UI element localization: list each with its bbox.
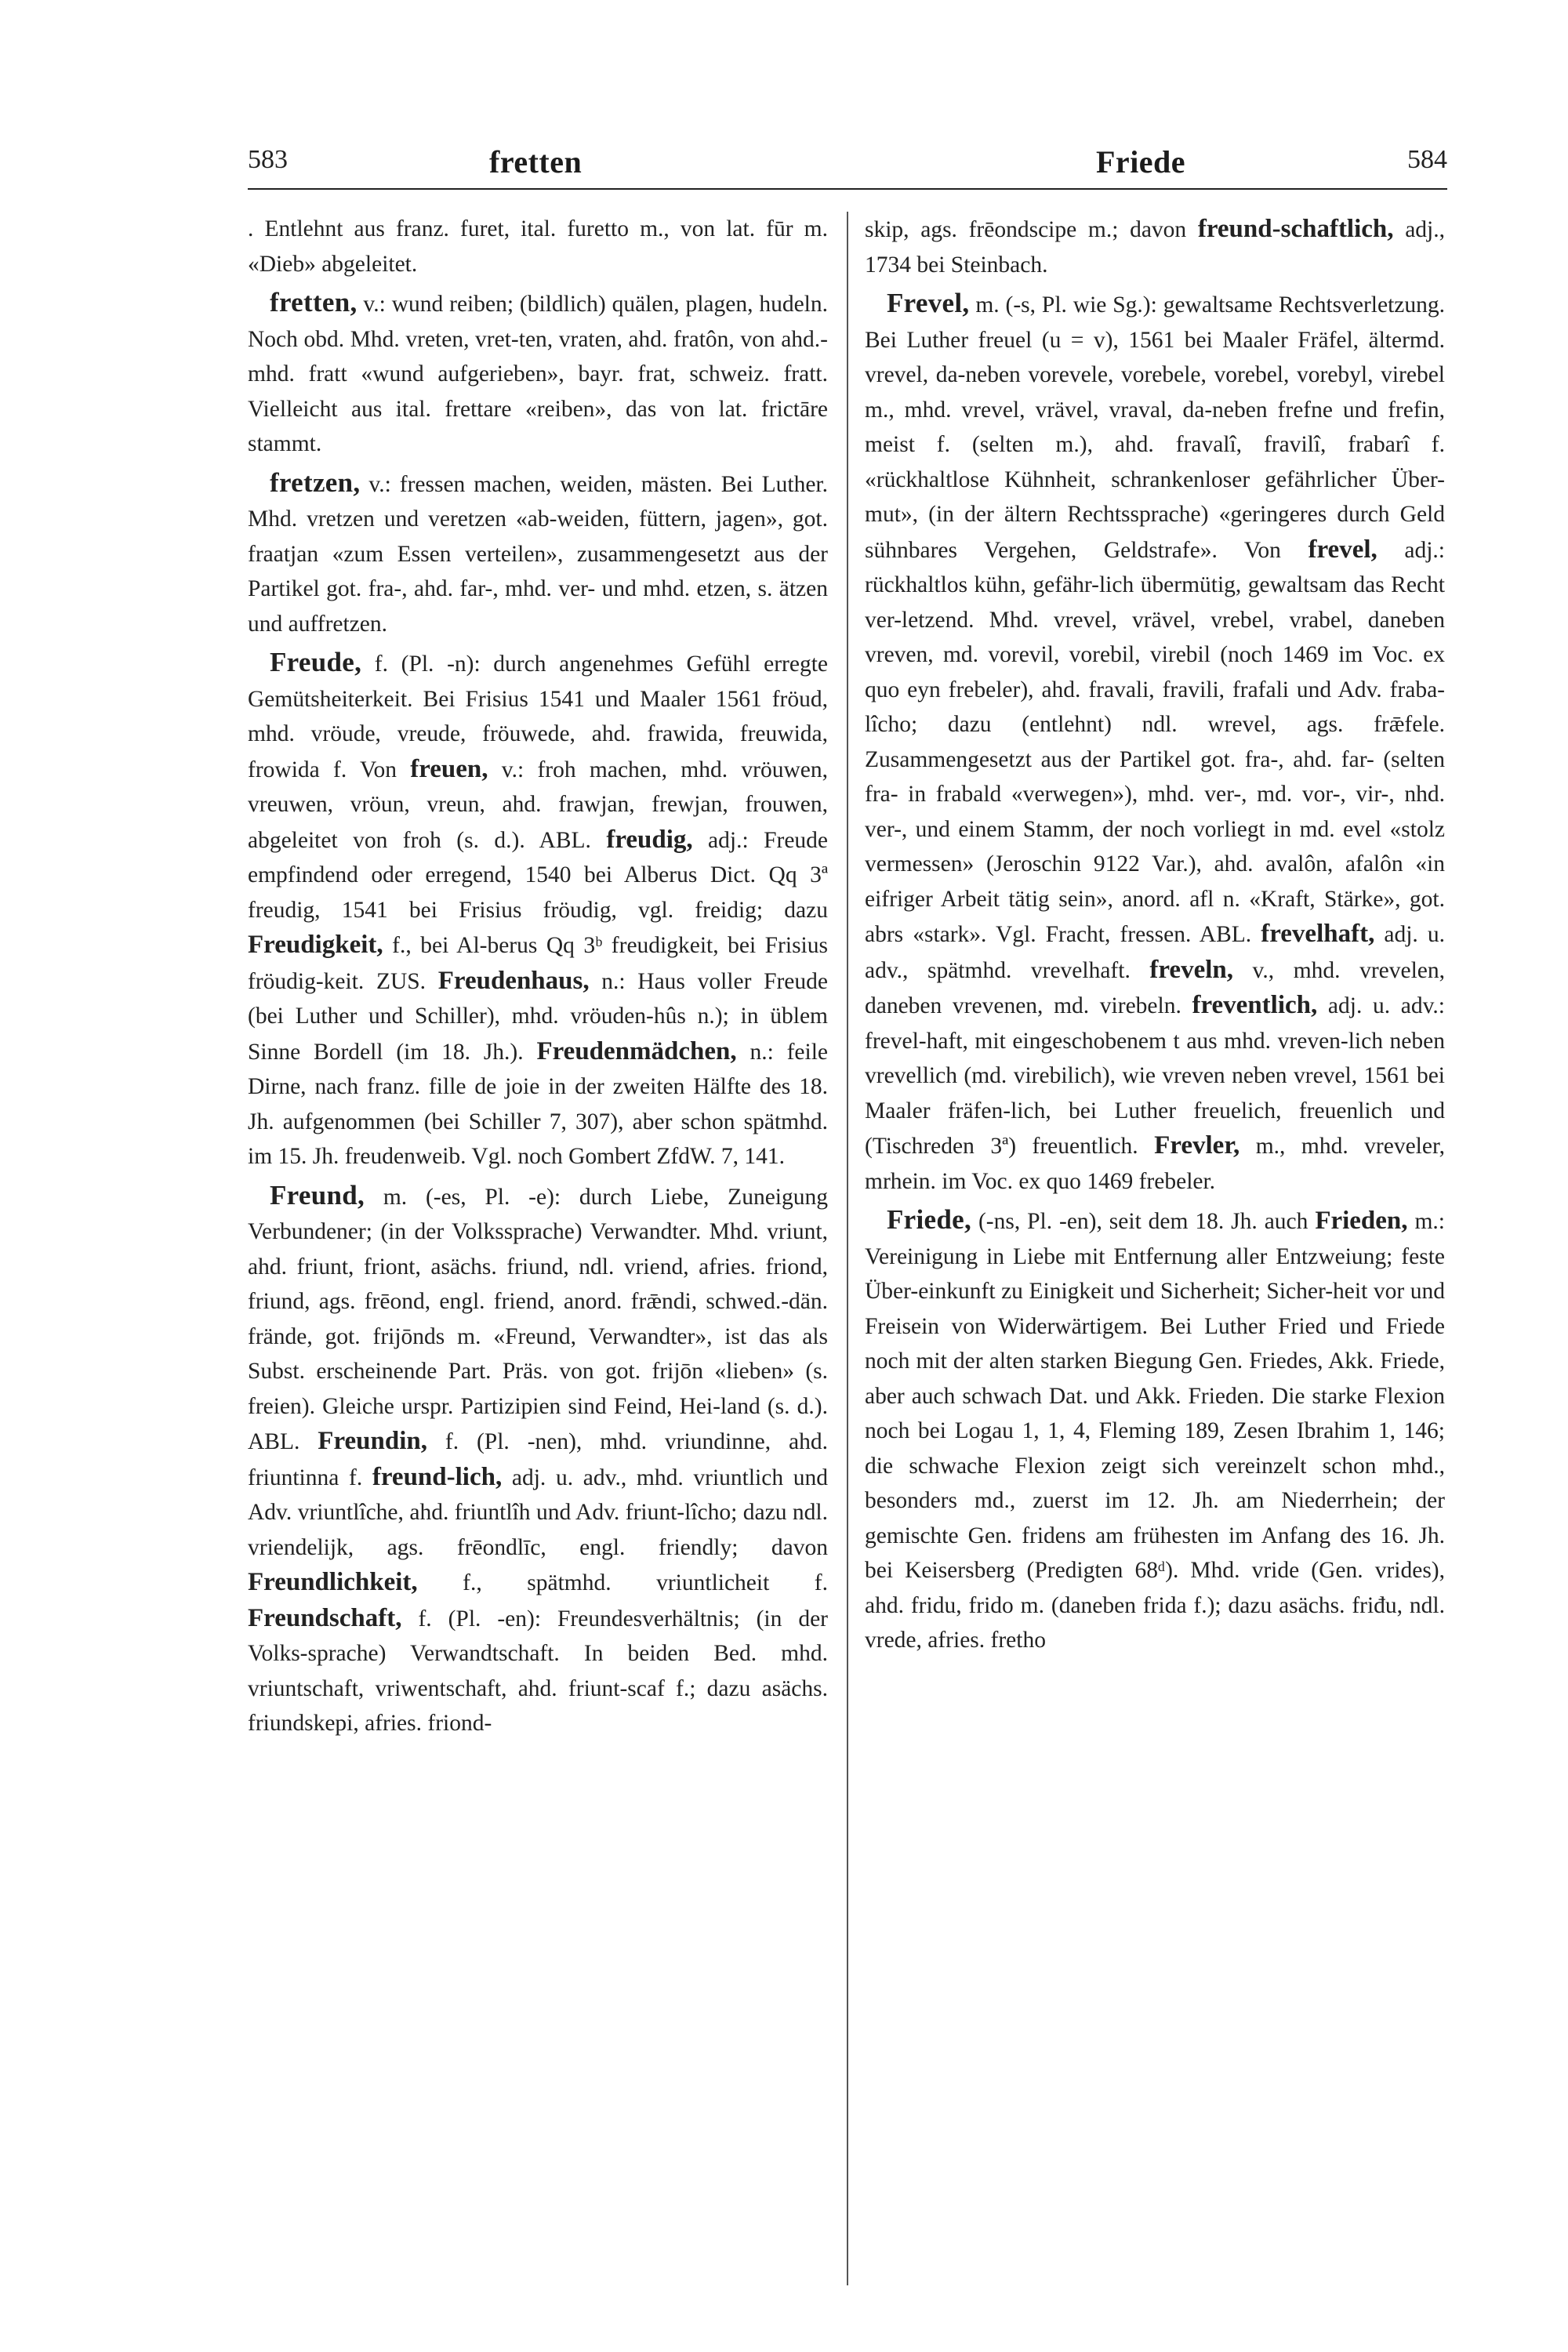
lemma: fretten, <box>270 287 358 318</box>
entry-text: adj. u. adv., mhd. vriuntlich und Adv. vriuntlîche, ahd. friuntlîh und Adv. friunt-lîcho; dazu ndl. vriendelijk, ags. frēondlīc, engl. friendly; davon <box>248 1465 828 1560</box>
entry-freude <box>248 645 828 1174</box>
entry-text: v.: froh machen, mhd. vröuwen, vreuwen, vröun, vreun, ahd. frawjan, frewjan, frouwen, abgeleitet von froh (s. d.). ABL. <box>248 757 828 853</box>
entry-text: f. (Pl. -nen), mhd. vriundinne, ahd. friuntinna f. <box>248 1429 828 1490</box>
sublemma: freudig, <box>606 825 693 854</box>
entry-text: (-ns, Pl. -en), seit dem 18. Jh. auch <box>971 1209 1316 1234</box>
left-page-number: 583 <box>248 145 288 174</box>
entry-freund <box>248 1178 828 1741</box>
sublemma: Frieden, <box>1315 1207 1408 1235</box>
lemma: Freund, <box>270 1179 365 1210</box>
lemma: Frevel, <box>887 288 970 318</box>
entry-text: f., bei Al-berus Qq 3ᵇ freudigkeit, bei Frisius fröudig-keit. ZUS. <box>248 933 828 994</box>
sublemma: Freudenhaus, <box>437 966 590 995</box>
entry-frevel <box>865 286 1445 1199</box>
entry-continuation <box>248 212 828 281</box>
entry-fretzen <box>248 466 828 642</box>
entry-text: n.: Haus voller Freude (bei Luther und Schiller), mhd. vröuden-hûs n.); in üblem Sinne Bordell (im 18. Jh.). <box>248 968 828 1065</box>
sublemma: freund-schaftlich, <box>1197 215 1394 243</box>
entry-text: f. (Pl. -en): Freundesverhältnis; (in der Volks-sprache) Verwandtschaft. In beiden Bed. mhd. vriuntschaft, vriwentschaft, ahd. friunt-scaf f.; dazu asächs. friundskepi, afries. friond- <box>248 1606 828 1736</box>
sublemma: frevelhaft, <box>1261 920 1375 948</box>
entry-text: adj. u. adv.: frevel-haft, mit eingeschobenem t aus mhd. vreven-lich neben vrevellich (md. virebilich), wie vreven neben vrevel, 1561 bei Maaler fräfen-lich, bei Luther freuelich, freuenlich und (Tischreden 3ª) freuentlich. <box>865 993 1445 1159</box>
sublemma: Freudenmädchen, <box>536 1036 737 1065</box>
sublemma: Freundin, <box>318 1427 427 1455</box>
lemma: fretzen, <box>270 466 361 498</box>
entry-text: . Entlehnt aus franz. furet, ital. furetto m., von lat. fūr m. «Dieb» abgeleitet. <box>248 216 828 277</box>
left-running-headword: fretten <box>489 144 583 180</box>
entry-text: adj. u. adv., spätmhd. vrevelhaft. <box>865 922 1445 983</box>
entry-text: adj.: rückhaltlos kühn, gefähr-lich übermütig, gewaltsam das Recht ver-letzend. Mhd. vrevel, vrävel, vrebel, vrabel, daneben vreven, md. vorevil, vorebil, virebil (noch 1469 im Voc. ex quo eyn frebeler), ahd. fravali, fravili, frafali und Adv. fraba-lîcho; dazu (entlehnt) ndl. wrevel, ags. frǣfele. Zusammengesetzt aus der Partikel got. fra-, ahd. far- (selten fra- in frabald «verwegen»), mhd. ver-, md. vor-, vir-, nhd. ver-, und einem Stamm, der noch vorliegt in md. evel «stolz vermessen» (Jeroschin 9122 Var.), ahd. avalôn, afalôn «in eifriger Arbeit tätig sein», anord. afl n. «Kraft, Stärke», got. abrs «stark». Vgl. Fracht, fressen. ABL. <box>865 537 1445 947</box>
sublemma: freuen, <box>410 754 488 783</box>
entry-text: f. (Pl. -n): durch angenehmes Gefühl erregte Gemütsheiterkeit. Bei Frisius 1541 und Maaler 1561 fröud, mhd. vröude, vreude, fröuwede, ahd. frawida, freuwida, frowida f. Von <box>248 652 828 782</box>
lemma: Friede, <box>887 1204 972 1235</box>
sublemma: freveln, <box>1149 955 1233 984</box>
entry-text: v., mhd. vrevelen, daneben vrevenen, md. virebeln. <box>865 957 1445 1018</box>
entry-friede <box>865 1203 1445 1658</box>
sublemma: Freundschaft, <box>248 1603 402 1632</box>
entry-text: n.: feile Dirne, nach franz. fille de joie in der zweiten Hälfte des 18. Jh. aufgenommen (bei Schiller 7, 307), aber schon spätmhd. im 15. Jh. freudenweib. Vgl. noch Gombert ZfdW. 7, 141. <box>248 1039 828 1169</box>
entry-text: v.: fressen machen, weiden, mästen. Bei Luther. Mhd. vretzen und veretzen «ab-weiden, füttern, jagen», got. fraatjan «zum Essen verteilen», zusammengesetzt aus der Partikel got. fra-, ahd. far-, mhd. ver- und mhd. etzen, s. ätzen und auffretzen. <box>248 471 828 637</box>
entry-text: v.: wund reiben; (bildlich) quälen, plagen, hudeln. Noch obd. Mhd. vreten, vret-ten, vraten, ahd. fratôn, von ahd.-mhd. fratt «wund aufgerieben», bayr. frat, schweiz. fratt. Vielleicht aus ital. frettare «reiben», das von lat. frictāre stammt. <box>248 292 828 456</box>
right-page-number: 584 <box>1407 145 1447 174</box>
sublemma: frevel, <box>1308 535 1377 564</box>
sublemma: freventlich, <box>1192 991 1318 1019</box>
header-rule <box>248 188 1447 190</box>
right-column <box>865 212 1445 2289</box>
lemma: Freude, <box>270 647 362 677</box>
left-column <box>248 212 828 2289</box>
entry-text: adj.: Freude empfindend oder erregend, 1540 bei Alberus Dict. Qq 3ª freudig, 1541 bei Frisius fröudig, vgl. freidig; dazu <box>248 827 828 923</box>
entry-text: skip, ags. frēondscipe m.; davon <box>865 217 1198 242</box>
column-separator <box>847 212 848 2285</box>
entry-text: m. (-es, Pl. -e): durch Liebe, Zuneigung Verbundener; (in der Volkssprache) Verwandter. Mhd. vriunt, ahd. friunt, friont, asächs. friund, ndl. vriend, afries. friond, friund, ags. frēond, engl. friend, anord. frǣndi, schwed.-dän. frände, got. frijōnds m. «Freund, Verwandter», ist das als Subst. erscheinende Part. Präs. von got. frijōn «lieben» (s. freien). Gleiche urspr. Partizipien sind Feind, Hei-land (s. d.). ABL. <box>248 1184 828 1454</box>
entry-text: adj., 1734 bei Steinbach. <box>865 217 1445 278</box>
entry-continuation <box>865 212 1445 282</box>
entry-text: f., spätmhd. vriuntlicheit f. <box>417 1570 828 1595</box>
sublemma: Freudigkeit, <box>248 931 383 959</box>
entry-text: m., mhd. vreveler, mrhein. im Voc. ex quo 1469 frebeler. <box>865 1134 1445 1194</box>
sublemma: freund-lich, <box>372 1462 503 1491</box>
right-running-headword: Friede <box>1096 144 1186 180</box>
sublemma: Frevler, <box>1154 1131 1240 1160</box>
entry-text: m.: Vereinigung in Liebe mit Entfernung aller Entzweiung; feste Über-einkunft zu Einigkeit und Sicherheit; Sicher-heit vor und Freisein von Widerwärtigem. Bei Luther Fried und Friede noch mit der alten starken Biegung Gen. Friedes, Akk. Friede, aber auch schwach Dat. und Akk. Frieden. Die starke Flexion noch bei Logau 1, 1, 4, Fleming 189, Zesen Ibrahim 1, 146; die schwache Flexion zeigt sich vereinzelt schon mhd., besonders md., zuerst im 12. Jh. am Niederrhein; der gemischte Gen. fridens am frühesten im Anfang des 16. Jh. bei Keisersberg (Predigten 68ᵈ). Mhd. vride (Gen. vrides), ahd. fridu, frido m. (daneben frida f.); dazu asächs. friđu, ndl. vrede, afries. fretho <box>865 1209 1445 1653</box>
entry-text: m. (-s, Pl. wie Sg.): gewaltsame Rechtsverletzung. Bei Luther freuel (u = v), 1561 bei Maaler Fräfel, ältermd. vrevel, da-neben vorevele, vorebele, vorebel, vorebyl, virebel m., mhd. vrevel, vrävel, vraval, da-neben frefne und frefin, meist f. (selten m.), ahd. fravalî, fravilî, frabarî f. «rückhaltlose Kühnheit, schrankenloser gefährlicher Über-mut», (in der ältern Rechtssprache) «geringeres durch Geld sühnbares Vergehen, Geldstrafe». Von <box>865 292 1445 563</box>
sublemma: Freundlichkeit, <box>248 1568 418 1596</box>
page-header <box>248 145 1447 184</box>
entry-fretten <box>248 285 828 462</box>
